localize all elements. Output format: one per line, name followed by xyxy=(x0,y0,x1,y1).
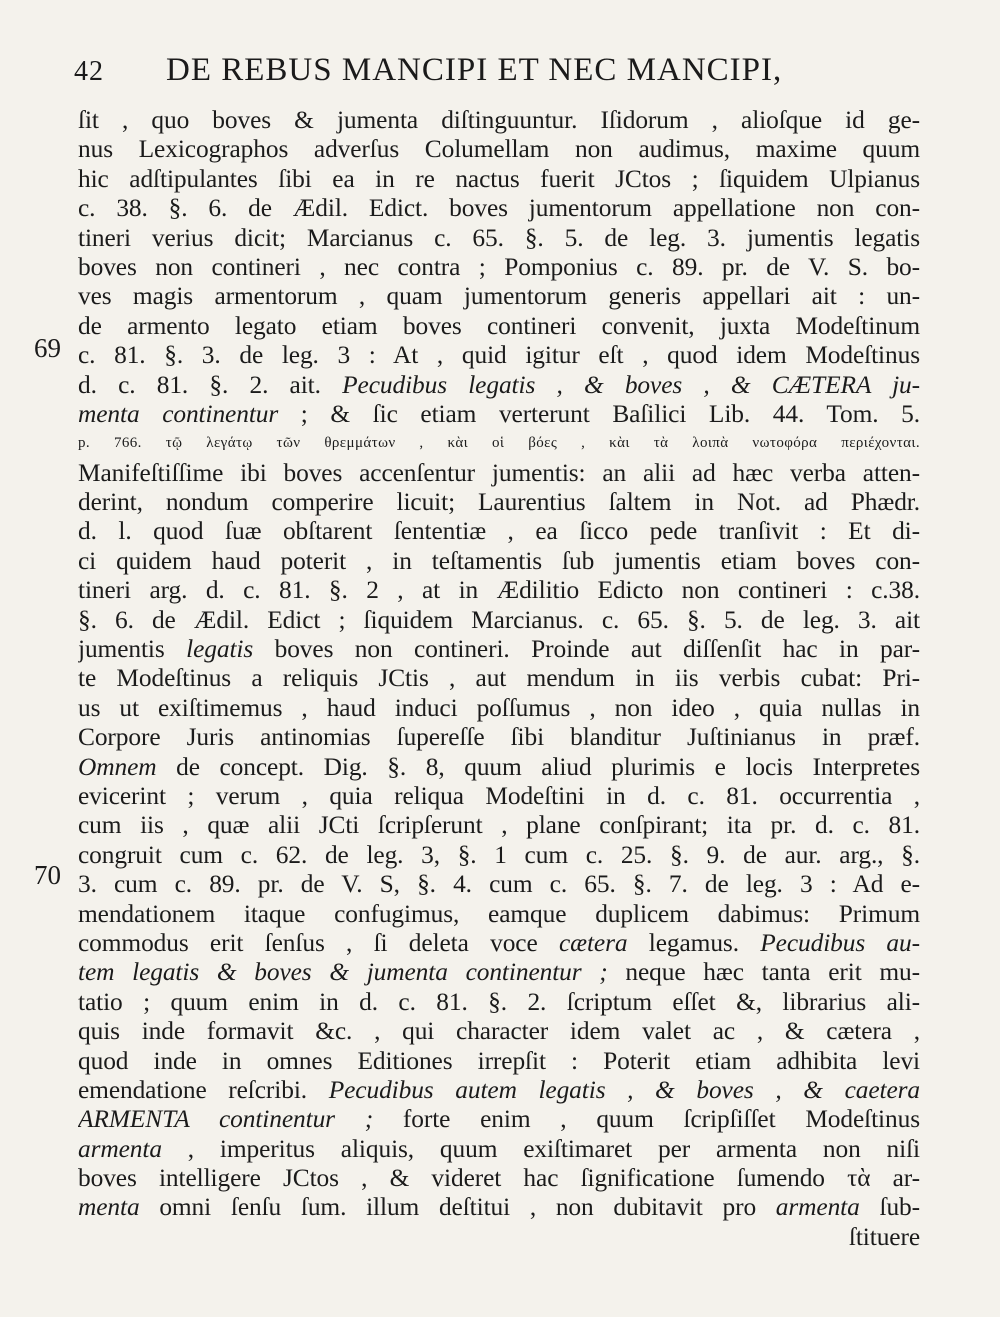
roman-segment: mendationem itaque confugimus, eamque duplicem dabimus: Primum xyxy=(78,899,920,928)
roman-segment: us ut exiſtimemus , haud induci poſſumus , non ideo , quia nullas in xyxy=(78,693,920,722)
roman-segment: nus Lexicographos adverſus Columellam non audimus, maxime quum xyxy=(78,135,920,164)
text-line xyxy=(78,429,920,458)
roman-segment: legamus. xyxy=(627,928,761,957)
roman-segment: cum iis , quæ alii JCti ſcripſerunt , plane conſpirant; ita pr. d. c. 81. xyxy=(78,811,920,840)
roman-segment: boves non contineri. Proinde aut diſſenſit hac in par- xyxy=(253,635,920,664)
roman-segment: p. 766. τῷ λεγάτῳ τῶν θρεμμάτων , κὰι οἱ βόες , κὰι τὰ λοιπὰ νωτοφόρα περιέχονται. xyxy=(78,435,920,452)
roman-segment: boves intelligere JCtos , & videret hac ſignificatione ſumendo τὰ ar- xyxy=(78,1164,920,1193)
roman-segment: ci quidem haud poterit , in teſtamentis ſub jumentis etiam boves con- xyxy=(78,546,920,575)
text-line xyxy=(78,723,920,752)
margin-number-70: 70 xyxy=(34,860,61,890)
text-line xyxy=(78,224,920,253)
text-line xyxy=(78,341,920,370)
text-line xyxy=(78,606,920,635)
text-line xyxy=(78,1076,920,1105)
text-line xyxy=(78,635,920,664)
roman-segment: §. 6. de Ædil. Edict ; ſiquidem Marcianus. c. 65. §. 5. de leg. 3. ait xyxy=(78,605,920,634)
roman-segment: omni ſenſu ſum. illum deſtitui , non dubitavit pro xyxy=(139,1193,776,1222)
margin-number-69: 69 xyxy=(34,333,61,363)
italic-segment: ARMENTA continentur ; xyxy=(78,1105,374,1134)
roman-segment: 3. cum c. 89. pr. de V. S, §. 4. cum c. 65. §. 7. de leg. 3 : Ad e- xyxy=(78,870,920,899)
roman-segment: de concept. Dig. §. 8, quum aliud plurimis e locis Interpretes xyxy=(156,752,920,781)
text-line xyxy=(78,135,920,164)
roman-segment: ; & ſic etiam verterunt Baſilici Lib. 44. Tom. 5. xyxy=(278,399,920,428)
text-line xyxy=(78,694,920,723)
roman-segment: ſit , quo boves & jumenta diſtinguuntur. Iſidorum , alioſque id ge- xyxy=(78,106,920,134)
text-line xyxy=(78,664,920,693)
text-line xyxy=(78,929,920,958)
text-line xyxy=(78,106,920,135)
text-line xyxy=(78,841,920,870)
roman-segment: neque hæc tanta erit mu- xyxy=(607,958,920,987)
text-line xyxy=(78,165,920,194)
text-line xyxy=(78,576,920,605)
text-line xyxy=(78,1105,920,1134)
roman-segment: te Modeſtinus a reliquis JCtis , aut mendum in iis verbis cubat: Pri- xyxy=(78,664,920,693)
roman-segment: c. 81. §. 3. de leg. 3 : At , quid igitur eſt , quod idem Modeſtinus xyxy=(78,341,920,370)
italic-segment: menta continentur xyxy=(78,399,279,428)
roman-segment: congruit cum c. 62. de leg. 3, §. 1 cum c. 25. §. 9. de aur. arg., §. xyxy=(78,840,920,869)
page-number: 42 xyxy=(74,56,104,87)
roman-segment: tineri verius dicit; Marcianus c. 65. §. 5. de leg. 3. jumentis legatis xyxy=(78,223,920,252)
roman-segment: quod inde in omnes Editiones irrepſit : Poterit etiam adhibita levi xyxy=(78,1046,920,1075)
text-line xyxy=(78,811,920,840)
text-line xyxy=(78,900,920,929)
roman-segment: tatio ; quum enim in d. c. 81. §. 2. ſcriptum eſſet &, librarius ali- xyxy=(78,987,920,1016)
roman-segment: Corpore Juris antinomias ſupereſſe ſibi blanditur Juſtinianus in præf. xyxy=(78,723,920,752)
italic-segment: Omnem xyxy=(78,752,157,781)
text-line xyxy=(78,371,920,400)
italic-segment: armenta xyxy=(775,1193,860,1222)
text-line xyxy=(78,988,920,1017)
running-title: DE REBUS MANCIPI ET NEC MANCIPI, xyxy=(166,52,783,88)
roman-segment: ves magis armentorum , quam jumentorum generis appellari ait : un- xyxy=(78,282,920,311)
text-line xyxy=(78,1047,920,1076)
text-line xyxy=(78,1223,920,1252)
roman-segment: Manifeſtiſſime ibi boves accenſentur jumentis: an alii ad hæc verba atten- xyxy=(78,458,920,487)
text-line xyxy=(78,958,920,987)
roman-segment: ſub- xyxy=(859,1193,920,1222)
roman-segment: jumentis xyxy=(78,635,187,664)
italic-segment: Pecudibus legatis , & boves , & CÆTERA ju- xyxy=(342,370,920,399)
text-line xyxy=(78,517,920,546)
text-line xyxy=(78,1164,920,1193)
italic-segment: Pecudibus au- xyxy=(760,928,920,957)
roman-segment: commodus erit ſenſus , ſi deleta voce xyxy=(78,928,559,957)
text-line xyxy=(78,547,920,576)
roman-segment: evicerint ; verum , quia reliqua Modeſtini in d. c. 81. occurrentia , xyxy=(78,781,920,810)
text-line xyxy=(78,253,920,282)
italic-segment: legatis xyxy=(186,635,254,664)
body-text xyxy=(78,106,920,1252)
roman-segment: de armento legato etiam boves contineri convenit, juxta Modeſtinum xyxy=(78,311,920,340)
italic-segment: armenta xyxy=(78,1134,162,1163)
roman-segment: emendatione reſcribi. xyxy=(78,1075,329,1104)
italic-segment: Pecudibus autem legatis , & boves , & caetera xyxy=(328,1075,920,1104)
roman-segment: ſtituere xyxy=(848,1222,920,1251)
text-line xyxy=(78,459,920,488)
roman-segment: c. 38. §. 6. de Ædil. Edict. boves jumentorum appellatione non con- xyxy=(78,194,920,223)
roman-segment: forte enim , quum ſcripſiſſet Modeſtinus xyxy=(373,1105,920,1134)
text-line xyxy=(78,870,920,899)
running-header xyxy=(74,50,914,94)
roman-segment: derint, nondum comperire licuit; Laurentius ſaltem in Not. ad Phædr. xyxy=(78,488,920,517)
roman-segment: d. l. quod ſuæ obſtarent ſententiæ , ea ſicco pede tranſivit : Et di- xyxy=(78,517,920,546)
text-line xyxy=(78,400,920,429)
roman-segment: boves non contineri , nec contra ; Pomponius c. 89. pr. de V. S. bo- xyxy=(78,252,920,281)
text-line xyxy=(78,1135,920,1164)
text-line xyxy=(78,488,920,517)
roman-segment: hic adſtipulantes ſibi ea in re nactus fuerit JCtos ; ſiquidem Ulpianus xyxy=(78,164,920,193)
text-line xyxy=(78,782,920,811)
text-line xyxy=(78,282,920,311)
text-line xyxy=(78,1193,920,1222)
text-line xyxy=(78,194,920,223)
text-line xyxy=(78,312,920,341)
italic-segment: cætera xyxy=(558,928,628,957)
italic-segment: menta xyxy=(78,1193,140,1222)
text-line xyxy=(78,753,920,782)
italic-segment: tem legatis & boves & jumenta continentur ; xyxy=(78,958,608,987)
roman-segment: tineri arg. d. c. 81. §. 2 , at in Ædilitio Edicto non contineri : c.38. xyxy=(78,576,920,605)
roman-segment: , imperitus aliquis, quum exiſtimaret per armenta non niſi xyxy=(161,1134,920,1163)
roman-segment: quis inde formavit &c. , qui character idem valet ac , & cætera , xyxy=(78,1017,920,1046)
roman-segment: d. c. 81. §. 2. ait. xyxy=(78,370,343,399)
text-line xyxy=(78,1017,920,1046)
